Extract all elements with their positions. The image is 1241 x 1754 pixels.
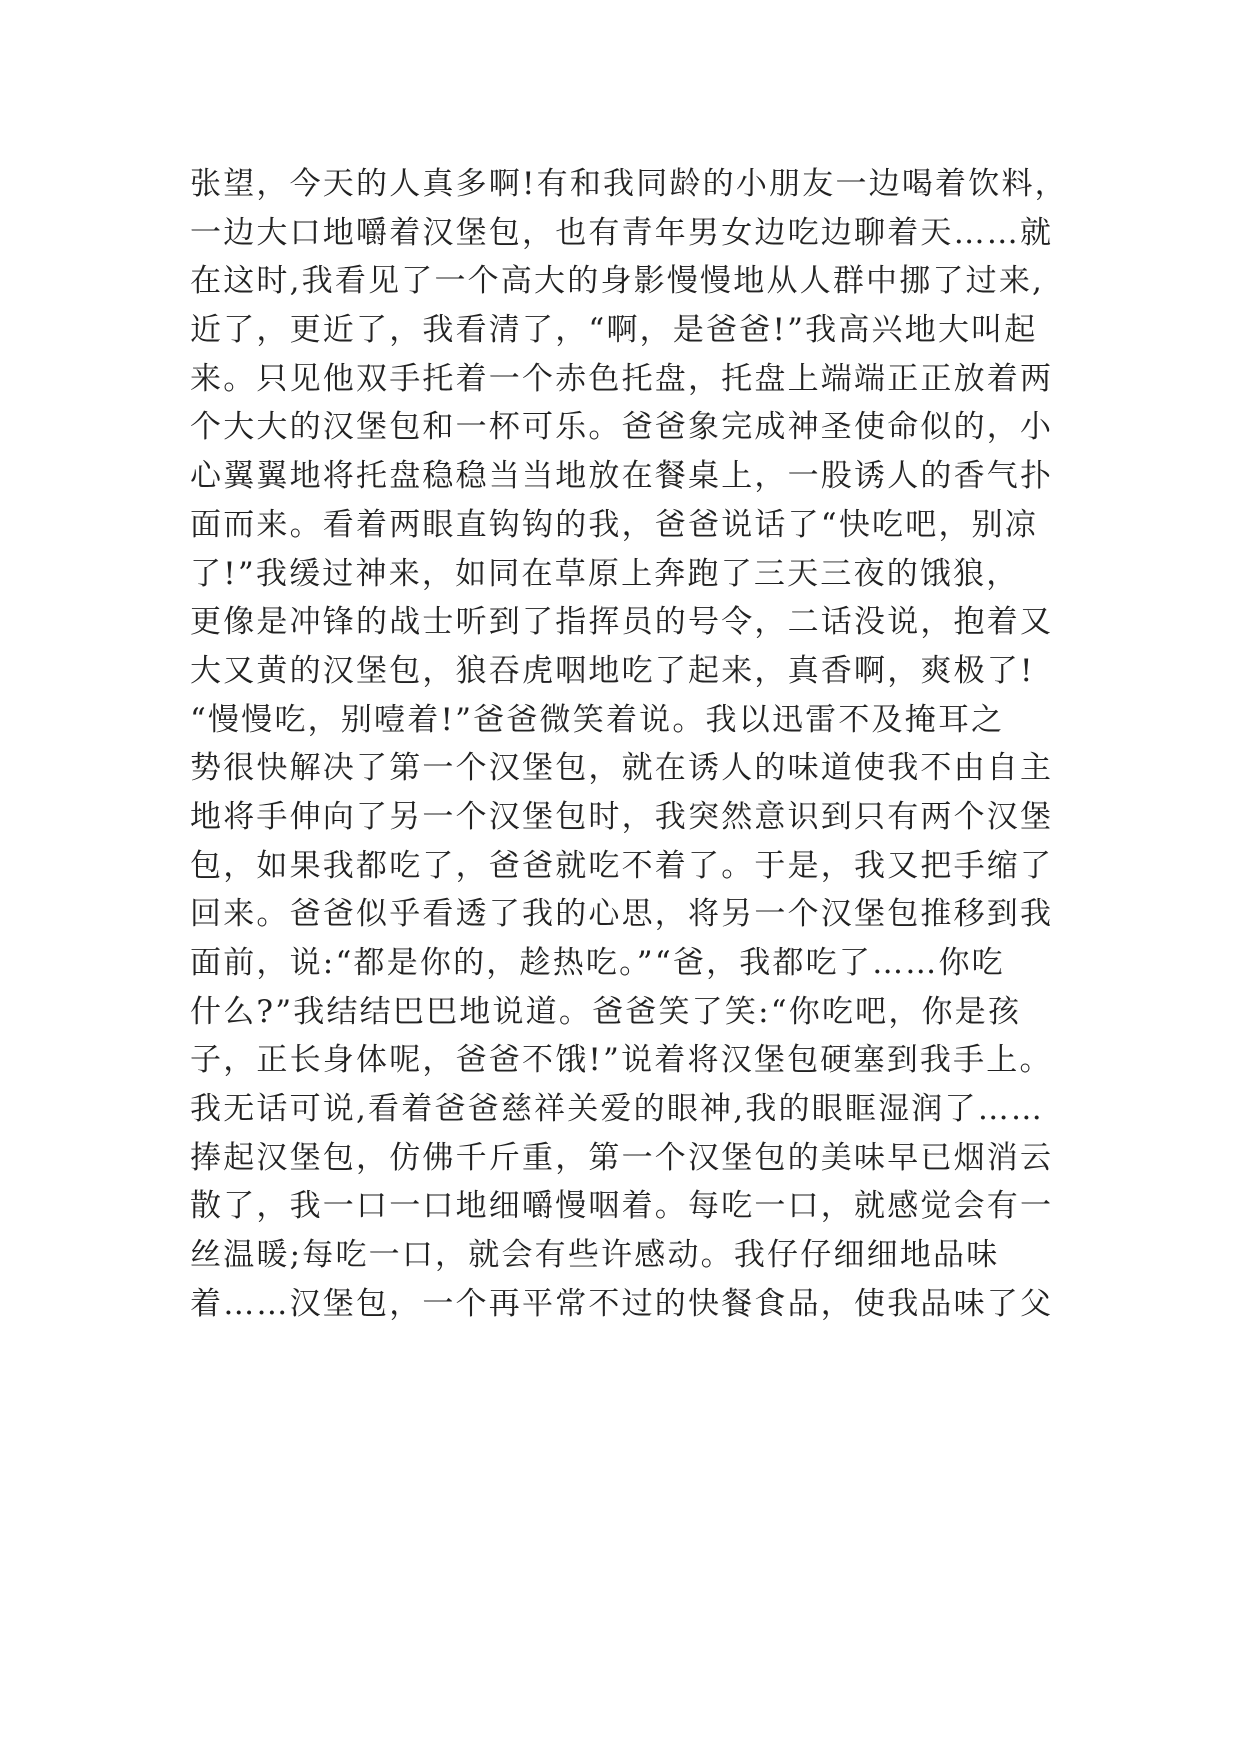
text-line: 什么?”我结结巴巴地说道。爸爸笑了笑:“你吃吧，你是孩 [190, 993, 1022, 1030]
text-line: 包，如果我都吃了，爸爸就吃不着了。于是，我又把手缩了 [190, 847, 1054, 884]
text-line: 着……汉堡包，一个再平常不过的快餐食品，使我品味了父 [190, 1285, 1054, 1322]
text-line: 捧起汉堡包，仿佛千斤重，第一个汉堡包的美味早已烟消云 [190, 1139, 1054, 1176]
text-line: 子，正长身体呢，爸爸不饿!”说着将汉堡包硬塞到我手上。 [190, 1042, 1053, 1079]
text-line: 丝温暖;每吃一口，就会有些许感动。我仔仔细细地品味 [190, 1237, 1000, 1274]
text-line: 回来。爸爸似乎看透了我的心思，将另一个汉堡包推移到我 [190, 896, 1054, 933]
text-line: 势很快解决了第一个汉堡包，就在诱人的味道使我不由自主 [190, 750, 1054, 787]
text-line: 面前，说:“都是你的，趁热吃。”“爸，我都吃了……你吃 [190, 945, 1005, 981]
text-line: 地将手伸向了另一个汉堡包时，我突然意识到只有两个汉堡 [190, 798, 1054, 835]
text-line: 个大大的汉堡包和一杯可乐。爸爸象完成神圣使命似的，小 [190, 409, 1054, 446]
text-line: 面而来。看着两眼直钩钩的我，爸爸说话了“快吃吧，别凉 [190, 506, 1039, 543]
text-line: 大又黄的汉堡包，狼吞虎咽地吃了起来，真香啊，爽极了! [190, 652, 1035, 689]
body-text [190, 160, 1090, 1329]
text-line: 心翼翼地将托盘稳稳当当地放在餐桌上，一股诱人的香气扑 [190, 458, 1054, 495]
text-line: 在这时,我看见了一个高大的身影慢慢地从人群中挪了过来, [190, 263, 1045, 300]
text-line: 我无话可说,看着爸爸慈祥关爱的眼神,我的眼眶湿润了…… [190, 1091, 1045, 1128]
text-line: 一边大口地嚼着汉堡包，也有青年男女边吃边聊着天……就 [190, 214, 1054, 251]
text-line: 散了，我一口一口地细嚼慢咽着。每吃一口，就感觉会有一 [190, 1188, 1054, 1225]
text-line: 张望，今天的人真多啊!有和我同龄的小朋友一边喝着饮料， [190, 166, 1068, 202]
text-line: 了!”我缓过神来，如同在草原上奔跑了三天三夜的饿狼， [190, 555, 1020, 592]
text-line: 来。只见他双手托着一个赤色托盘，托盘上端端正正放着两 [190, 360, 1054, 397]
text-line: “慢慢吃，别噎着!”爸爸微笑着说。我以迅雷不及掩耳之 [190, 701, 1005, 738]
text-line: 近了，更近了，我看清了，“啊，是爸爸!”我高兴地大叫起 [190, 312, 1038, 349]
text-line: 更像是冲锋的战士听到了指挥员的号令，二话没说，抱着又 [190, 604, 1054, 641]
